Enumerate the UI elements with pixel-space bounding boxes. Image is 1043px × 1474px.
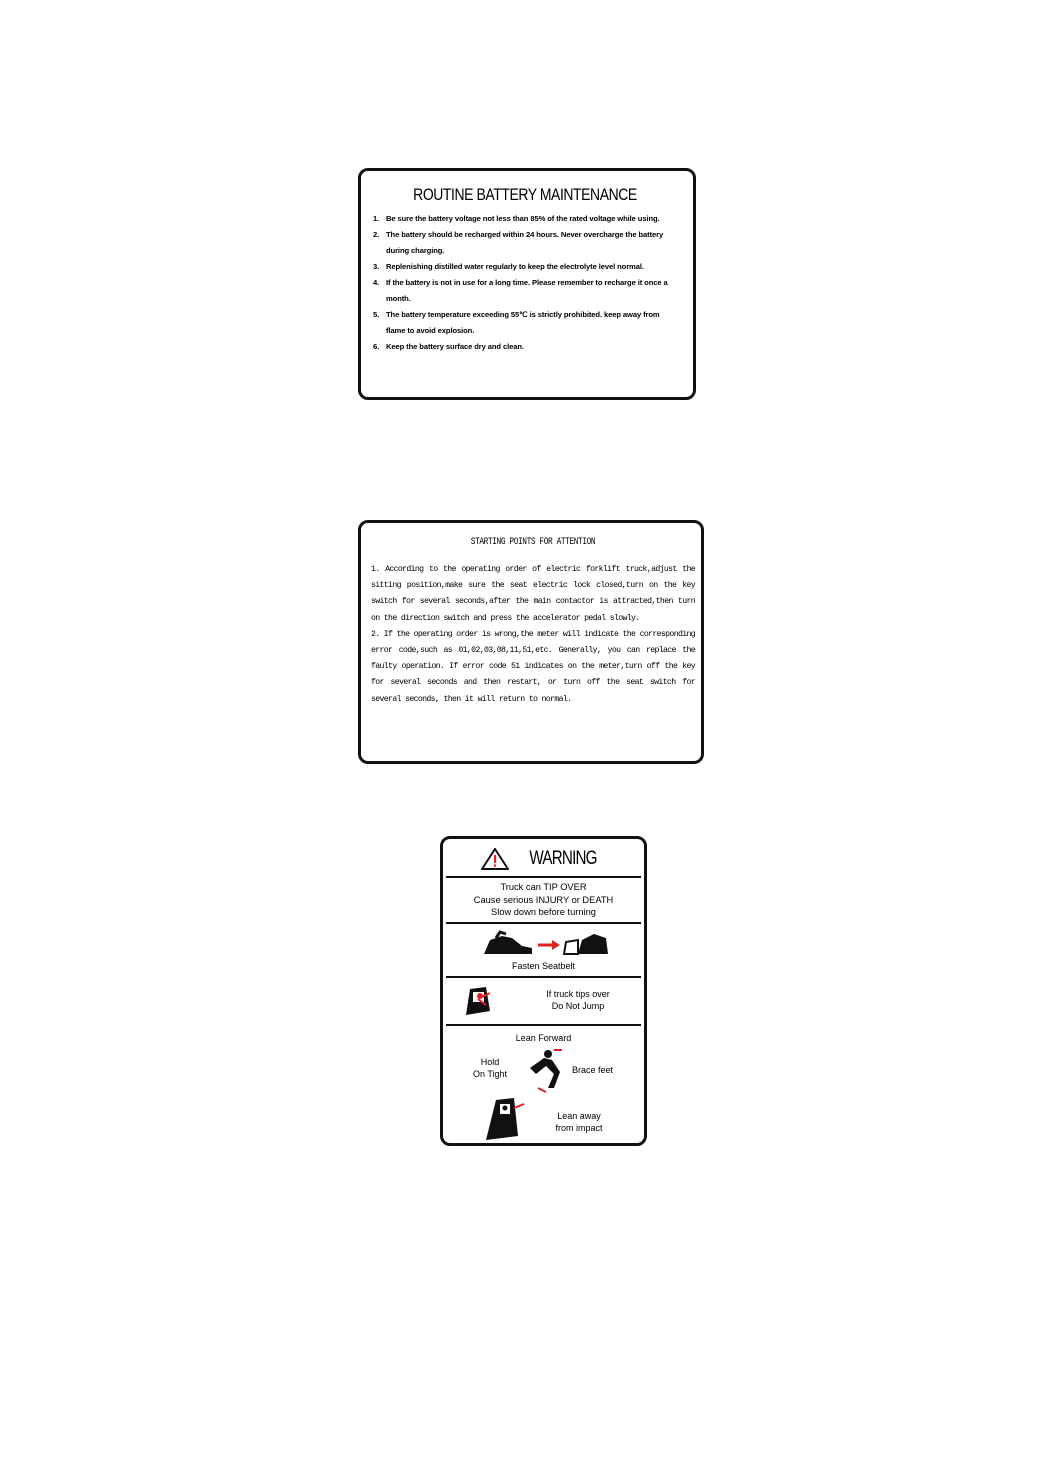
seatbelt-section [446, 924, 641, 978]
warning-title: WARNING [529, 848, 598, 869]
list-item [373, 211, 677, 227]
item-text: The battery should be recharged within 24 hours. Never overcharge the battery during charging. [386, 230, 664, 255]
seatbelt-icon [482, 928, 612, 958]
warning-header [446, 842, 641, 878]
tip-line: Cause serious INJURY or DEATH [473, 894, 614, 905]
item-text: Be sure the battery voltage not less than 85% of the rated voltage while using. [386, 214, 660, 223]
lean-away-line: from impact [555, 1123, 603, 1133]
truck-impact-icon [484, 1096, 526, 1142]
warning-panel [446, 842, 641, 1140]
brace-feet-text: Brace feet [572, 1065, 614, 1075]
battery-items-list [373, 211, 677, 355]
lean-forward-section [446, 1026, 641, 1140]
lean-away-line: Lean away [557, 1111, 601, 1121]
warning-label [440, 836, 647, 1146]
tip-over-section [446, 878, 641, 924]
jump-line: Do Not Jump [551, 1001, 605, 1011]
starting-label-title: STARTING POINTS FOR ATTENTION [470, 537, 596, 548]
battery-maintenance-label [358, 168, 696, 400]
jump-line: If truck tips over [546, 989, 610, 999]
list-item [373, 339, 677, 355]
item-number: 2. [373, 230, 380, 239]
item-number: 4. [373, 278, 380, 287]
person-bracing-icon [524, 1048, 564, 1094]
starting-paragraph-1: 1. According to the operating order of electric forklift truck,adjust the sitting position,make sure the seat electric lock closed,turn on the key switch for several seconds,after the main contactor is attracted,then turn on the direction switch and press the accelerator pedal slowly. [371, 565, 695, 623]
item-number: 5. [373, 310, 380, 319]
truck-tipping-icon [460, 983, 496, 1019]
list-item [373, 227, 677, 259]
lean-forward-text: Lean Forward [515, 1033, 572, 1043]
list-item [373, 307, 677, 339]
hold-line: Hold [480, 1057, 500, 1067]
item-text: Replenishing distilled water regularly to keep the electrolyte level normal. [386, 262, 644, 271]
fasten-seatbelt-text: Fasten Seatbelt [511, 961, 576, 971]
item-text: The battery temperature exceeding 55℃ is strictly prohibited. keep away from flame to avoid explosion. [386, 310, 660, 335]
tip-line: Slow down before turning [491, 907, 596, 918]
do-not-jump-section [446, 978, 641, 1026]
starting-points-label [358, 520, 704, 764]
battery-label-title: ROUTINE BATTERY MAINTENANCE [413, 185, 637, 204]
item-number: 6. [373, 342, 380, 351]
list-item [373, 259, 677, 275]
item-text: If the battery is not in use for a long time. Please remember to recharge it once a month. [386, 278, 668, 303]
item-number: 1. [373, 214, 380, 223]
hold-line: On Tight [472, 1069, 508, 1079]
warning-triangle-icon [481, 848, 509, 870]
tip-line: Truck can TIP OVER [500, 882, 587, 893]
starting-paragraph-2: 2. If the operating order is wrong,the meter will indicate the corresponding error code,such as 01,02,03,08,11,51,etc. Generally, you can replace the faulty operation. If error code 51 indicates on the meter,turn off the key for several seconds and then restart, or turn off the seat switch for several seconds, then it will return to normal. [371, 629, 696, 704]
list-item [373, 275, 677, 307]
item-number: 3. [373, 262, 380, 271]
item-text: Keep the battery surface dry and clean. [386, 342, 524, 351]
